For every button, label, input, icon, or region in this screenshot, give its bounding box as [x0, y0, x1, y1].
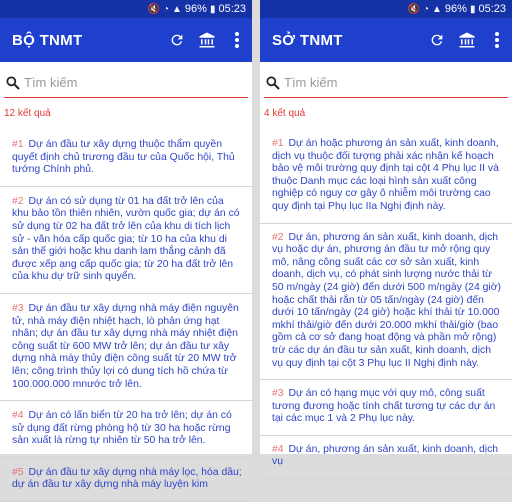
signal-icon: ▲ [172, 3, 182, 15]
battery-icon: ▮ [469, 3, 476, 15]
more-vert-icon[interactable] [482, 18, 512, 62]
item-text: Dự án hoặc phương án sản xuất, kinh doanh, dịch vụ thuộc đối tượng phải xác nhận kế hoạch bảo vệ môi trường quy định tại cột 4 Phụ lục II và thuộc Danh mục các loại hình sản xuất công nghiệp có nguy cơ gây ô nhiễm môi trường cao quy định tại Phụ lục IIa Nghị định này. [272, 138, 499, 212]
search-bar [4, 68, 248, 98]
mute-icon: 🔇 [407, 3, 420, 15]
item-number: #3 [12, 302, 24, 314]
mute-icon: 🔇 [147, 3, 160, 15]
list-item[interactable] [260, 436, 512, 479]
more-vert-icon[interactable] [222, 18, 252, 62]
item-number: #3 [272, 388, 284, 400]
item-number: #5 [12, 466, 24, 478]
result-list [0, 130, 252, 502]
result-count: 12 kết quả [4, 108, 51, 119]
item-text: Dự án có hạng mục với quy mô, công suất tương đương hoặc tính chất tương tự các dự án tại các mục 1 và 2 Phụ lục này. [272, 388, 496, 425]
search-icon [5, 75, 21, 91]
list-item[interactable] [0, 294, 252, 401]
list-item[interactable] [260, 224, 512, 381]
wifi-icon: ◔ [422, 3, 430, 15]
institution-icon[interactable] [452, 18, 482, 62]
item-text: Dự án đầu tư xây dựng thuộc thẩm quyền quyết định chủ trương đầu tư của Quốc hội, Thủ tướng Chính phủ. [12, 139, 235, 176]
page-title: BỘ TNMT [12, 31, 83, 49]
search-icon [265, 75, 281, 91]
app-bar [0, 18, 252, 62]
list-item[interactable] [0, 458, 252, 502]
page-title: SỞ TNMT [272, 31, 343, 49]
list-item[interactable] [260, 380, 512, 436]
item-number: #1 [272, 138, 284, 149]
item-text: Dự án đầu tư xây dựng nhà máy điện nguyên tử, nhà máy điện nhiệt hạch, lò phản ứng hạt nhân; dự án đầu tư xây dựng nhà máy nhiệt điện công suất từ 600 MW trở lên; dự án đầu tư xây dựng nhà máy thủy điện công suất từ 20 MW trở lên; công trình thủy lợi có dung tích hồ chứa từ 100.000.000 mnước trở lên. [12, 302, 239, 390]
list-item[interactable] [0, 130, 252, 187]
signal-icon: ▲ [432, 3, 442, 15]
item-text: Dự án, phương án sản xuất, kinh doanh, dịch vụ hoặc dự án, phương án đầu tư mở rộng quy mô, nâng công suất các cơ sở sản xuất, kinh doanh, dịch vụ, có phát sinh lượng nước thải từ 50 m/ngày (24 giờ) đến dưới 500 m/ngày (24 giờ) hoặc chất thải rắn từ 05 tấn/ngày (24 giờ) đến dưới 10 tấn/ngày (24 giờ) hoặc khí thải từ 10.000 mkhí thải/giờ đến dưới 20.000 mkhí thải/giờ (bao gồm cả cơ sở đang hoạt động và phần mở rộng) trừ các dự án đầu tư sản xuất, kinh doanh, dịch vụ quy định tại cột 3 Phụ lục II Nghị định này. [272, 231, 501, 369]
list-item[interactable] [0, 401, 252, 458]
item-number: #4 [12, 410, 24, 422]
item-text: Dự án, phương án sản xuất, kinh doanh, dịch vụ [272, 443, 499, 468]
status-bar [260, 0, 512, 18]
app-bar [260, 18, 512, 62]
result-count: 4 kết quả [264, 108, 306, 119]
battery-level: 96% [184, 3, 207, 15]
item-text: Dự án có lấn biển từ 20 ha trở lên; dự án có sử dụng đất rừng phòng hộ từ 30 ha hoặc rừng sản xuất là rừng tự nhiên từ 50 ha trở lên. [12, 410, 232, 447]
battery-icon: ▮ [209, 3, 216, 15]
item-number: #2 [12, 195, 24, 207]
search-input[interactable] [281, 75, 481, 90]
list-item[interactable] [260, 130, 512, 224]
search-input[interactable] [21, 75, 221, 90]
right-screen [260, 0, 512, 468]
left-screen [0, 0, 252, 491]
item-text: Dự án đầu tư xây dựng nhà máy lọc, hóa dầu; dự án đầu tư xây dựng nhà máy luyện kim [12, 466, 242, 491]
item-number: #4 [272, 443, 284, 455]
clock: 05:23 [218, 3, 246, 15]
battery-level: 96% [444, 3, 467, 15]
refresh-icon[interactable] [162, 18, 192, 62]
wifi-icon: ◔ [162, 3, 170, 15]
clock: 05:23 [478, 3, 506, 15]
result-list [260, 130, 512, 479]
list-item[interactable] [0, 187, 252, 294]
search-bar [264, 68, 508, 98]
status-bar [0, 0, 252, 18]
institution-icon[interactable] [192, 18, 222, 62]
refresh-icon[interactable] [422, 18, 452, 62]
item-number: #1 [12, 139, 24, 150]
item-number: #2 [272, 231, 284, 243]
item-text: Dự án có sử dụng từ 01 ha đất trở lên của khu bảo tồn thiên nhiên, vườn quốc gia; dự án có sử dụng từ 02 ha đất trở lên của khu di tích lịch sử - văn hóa cấp quốc gia; từ 10 ha của khu di sản thế giới hoặc khu danh lam thắng cảnh đã được xếp ạng cấp quốc gia; từ 20 ha đất trở lên của khu dự trữ sinh quyển. [12, 195, 240, 283]
